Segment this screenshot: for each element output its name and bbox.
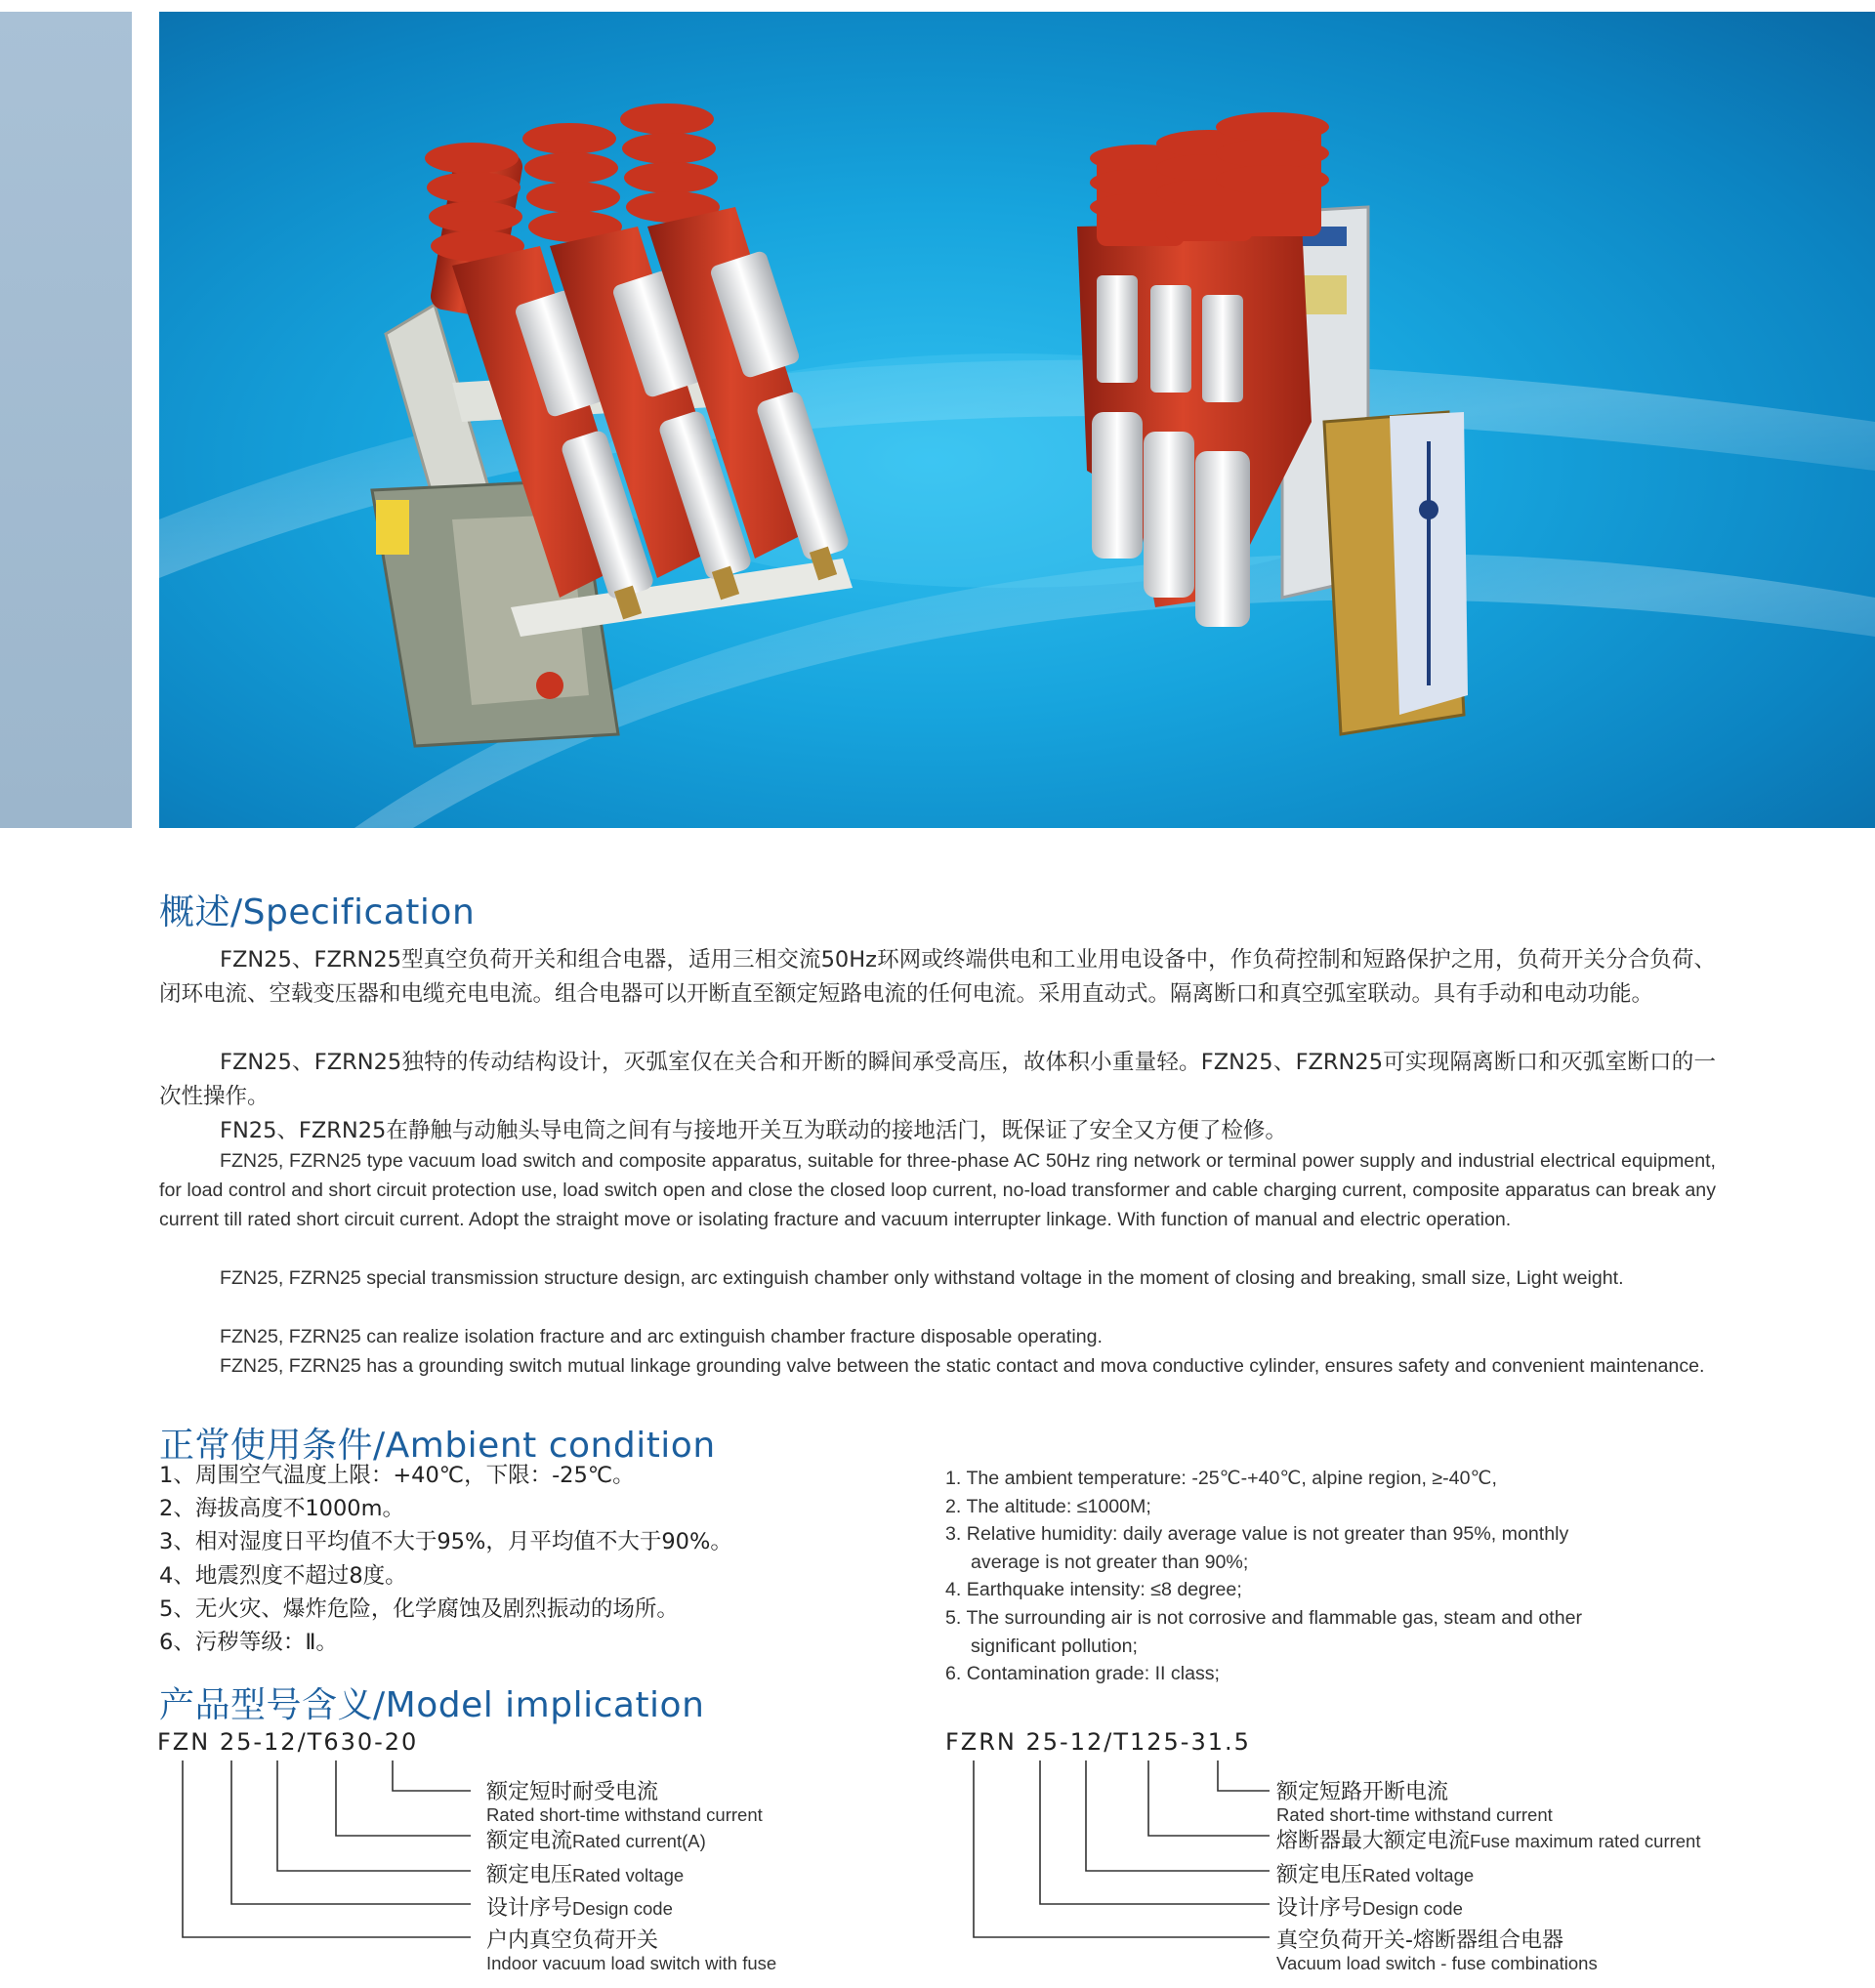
list-item: 5. The surrounding air is not corrosive and flammable gas, steam and other significant pollution; <box>945 1606 1583 1657</box>
specification-title: 概述/Specification <box>159 892 476 932</box>
right-label-2: 熔断器最大额定电流Fuse maximum rated current <box>1276 1829 1701 1853</box>
list-item: 1、周围空气温度上限：+40℃，下限：-25℃。 <box>159 1463 635 1488</box>
model-code-right: FZRN 25-12/T125-31.5 <box>945 1728 1251 1756</box>
list-item: 3、相对湿度日平均值不大于95%，月平均值不大于90%。 <box>159 1529 732 1555</box>
left-label-1: 额定短时耐受电流 Rated short-time withstand current <box>486 1780 763 1825</box>
list-item: 3. Relative humidity: daily average value is not greater than 95%, monthly average is not greater than 90%; <box>945 1523 1569 1573</box>
spec-en-paragraph-2: FZN25, FZRN25 special transmission structure design, arc extinguish chamber only withstand voltage in the moment of closing and breaking, small size, Light weight. <box>220 1267 1624 1289</box>
spec-zh-paragraph-1: FZN25、FZRN25型真空负荷开关和组合电器，适用三相交流50Hz环网或终端供电和工业用电设备中，作负荷控制和短路保护之用，负荷开关分合负荷、闭环电流、空载变压器和电缆充电电流。组合电器可以开断直至额定短路电流的任何电流。采用直动式。隔离断口和真空弧室联动。具有手动和电动功能。 <box>159 947 1716 1007</box>
spec-en-paragraph-1: FZN25, FZRN25 type vacuum load switch and composite apparatus, suitable for three-phase AC 50Hz ring network or terminal power supply and industrial electrical equipment, for load control and short circuit protection use, load switch open and close the closed loop current, no-load transformer and cable charging current, composite apparatus can break any current till rated short circuit current. Adopt the straight move or isolating fracture and vacuum interrupter linkage. With function of manual and electric operation. <box>159 1150 1716 1230</box>
right-label-1: 额定短路开断电流 Rated short-time withstand current <box>1276 1780 1553 1825</box>
ambient-title: 正常使用条件/Ambient condition <box>159 1426 716 1466</box>
list-item: 5、无火灾、爆炸危险，化学腐蚀及剧烈振动的场所。 <box>159 1595 679 1622</box>
left-label-5: 户内真空负荷开关 Indoor vacuum load switch with fuse <box>486 1928 777 1973</box>
list-item: 6. Contamination grade: II class; <box>945 1663 1221 1685</box>
list-item: 4. Earthquake intensity: ≤8 degree; <box>945 1579 1242 1601</box>
list-item: 2. The altitude: ≤1000M; <box>945 1495 1151 1517</box>
spec-en-paragraph-4: FZN25, FZRN25 has a grounding switch mutual linkage grounding valve between the static contact and mova conductive cylinder, ensures safety and convenient maintenance. <box>220 1355 1705 1377</box>
spec-zh-paragraph-3: FN25、FZRN25在静触与动触头导电筒之间有与接地开关互为联动的接地活门，既保证了安全又方便了检修。 <box>220 1118 1287 1143</box>
left-label-3: 额定电压Rated voltage <box>486 1863 685 1887</box>
list-item: 1. The ambient temperature: -25℃-+40℃, alpine region, ≥-40℃, <box>945 1468 1497 1489</box>
left-label-2: 额定电流Rated current(A) <box>486 1829 706 1853</box>
list-item: 6、污秽等级：Ⅱ。 <box>159 1629 338 1655</box>
left-label-4: 设计序号Design code <box>486 1896 673 1921</box>
list-item: 4、地震烈度不超过8度。 <box>159 1562 407 1589</box>
model-code-left: FZN 25-12/T630-20 <box>157 1728 419 1756</box>
spec-zh-paragraph-2: FZN25、FZRN25独特的传动结构设计，灭弧室仅在关合和开断的瞬间承受高压，故体积小重量轻。FZN25、FZRN25可实现隔离断口和灭弧室断口的一次性操作。 <box>159 1050 1716 1109</box>
right-label-5: 真空负荷开关-熔断器组合电器 Vacuum load switch - fuse combinations <box>1276 1928 1598 1973</box>
right-label-4: 设计序号Design code <box>1276 1896 1463 1921</box>
model-title: 产品型号含义/Model implication <box>159 1685 705 1725</box>
right-label-3: 额定电压Rated voltage <box>1276 1863 1475 1887</box>
list-item: 2、海拔高度不1000m。 <box>159 1496 404 1522</box>
spec-en-paragraph-3: FZN25, FZRN25 can realize isolation fracture and arc extinguish chamber fracture disposable operating. <box>220 1326 1103 1347</box>
